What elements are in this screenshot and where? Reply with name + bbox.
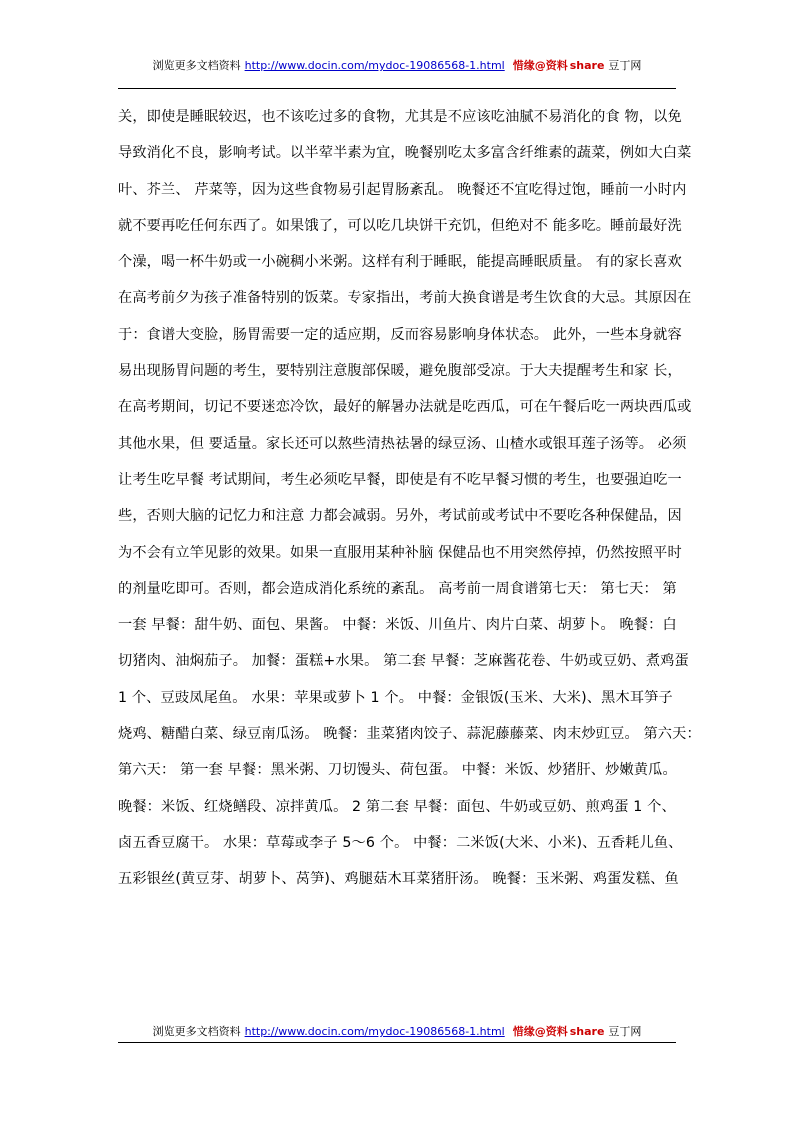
header-suffix: 豆丁网 [608,59,642,72]
footer-suffix: 豆丁网 [608,1025,642,1038]
text-line: 晚餐：米饭、红烧鳝段、凉拌黄瓜。 2 第二套 早餐：面包、牛奶或豆奶、煎鸡蛋 1 个、 [118,798,676,815]
text-line: 其他水果，但 要适量。家长还可以熬些清热祛暑的绿豆汤、山楂水或银耳莲子汤等。 必须 [118,435,687,452]
text-line: 些，否则大脑的记忆力和注意 力都会减弱。另外，考试前或考试中不要吃各种保健品，因 [118,508,682,525]
text-line: 叶、芥兰、 芹菜等，因为这些食物易引起胃肠紊乱。 晚餐还不宜吃得过饱，睡前一小时内 [118,181,687,198]
text-line: 个澡，喝一杯牛奶或一小碗稠小米粥。这样有利于睡眠，能提高睡眠质量。 有的家长喜欢 [118,254,682,271]
text-line: 卤五香豆腐干。 水果：草莓或李子 5～6 个。 中餐：二米饭(大米、小米)、五香耗儿鱼、 [118,834,683,851]
header-banner [0,59,794,73]
text-line: 五彩银丝(黄豆芽、胡萝卜、莴笋)、鸡腿菇木耳菜猪肝汤。 晚餐：玉米粥、鸡蛋发糕、鱼 [118,871,679,888]
header-prefix: 浏览更多文档资料 [152,59,241,72]
footer-link[interactable]: http://www.docin.com/mydoc-19086568-1.html [244,1025,505,1038]
footer-prefix: 浏览更多文档资料 [152,1025,241,1038]
text-line: 在高考前夕为孩子准备特别的饭菜。专家指出，考前大换食谱是考生饮食的大忌。其原因在 [118,290,692,307]
footer-banner [0,1025,794,1039]
text-line: 1 个、豆豉凤尾鱼。 水果：苹果或萝卜 1 个。 中餐：金银饭(玉米、大米)、黑木耳笋子 [118,689,673,706]
header-rule [118,88,676,89]
text-line: 易出现肠胃问题的考生，要特别注意腹部保暖，避免腹部受凉。于大夫提醒考生和家 长， [118,363,682,380]
header-link[interactable]: http://www.docin.com/mydoc-19086568-1.html [244,59,505,72]
document-body [118,105,701,904]
text-line: 导致消化不良，影响考试。以半荤半素为宜，晚餐别吃太多富含纤维素的蔬菜，例如大白菜 [118,145,692,162]
text-line: 为不会有立竿见影的效果。如果一直服用某种补脑 保健品也不用突然停掉，仍然按照平时 [118,544,682,561]
text-line: 于：食谱大变脸，肠胃需要一定的适应期，反而容易影响身体状态。 此外，一些本身就容 [118,326,682,343]
footer-brand-share: share [569,1025,605,1038]
text-line: 第六天： 第一套 早餐：黑米粥、刀切馒头、荷包蛋。 中餐：米饭、炒猪肝、炒嫩黄瓜。 [118,762,677,779]
text-line: 关，即使是睡眠较迟，也不该吃过多的食物，尤其是不应该吃油腻不易消化的食 物，以免 [118,109,682,125]
text-line: 切猪肉、油焖茄子。 加餐：蛋糕+水果。 第二套 早餐：芝麻酱花卷、牛奶或豆奶、煮鸡蛋 [118,653,689,670]
text-line: 一套 早餐：甜牛奶、面包、果酱。 中餐：米饭、川鱼片、肉片白菜、胡萝卜。 晚餐：白 [118,617,677,634]
header-brand: 惜缘@资料 [512,59,568,72]
text-line: 烧鸡、糖醋白菜、绿豆南瓜汤。 晚餐：韭菜猪肉饺子、蒜泥藤藤菜、肉末炒豇豆。 第六天： [118,726,701,743]
header-brand-share: share [569,59,605,72]
text-line: 就不要再吃任何东西了。如果饿了，可以吃几块饼干充饥，但绝对不 能多吃。睡前最好洗 [118,217,682,234]
footer-brand: 惜缘@资料 [512,1025,568,1038]
text-line: 的剂量吃即可。否则，都会造成消化系统的紊乱。 高考前一周食谱第七天： 第七天： 第 [118,580,677,597]
text-line: 让考生吃早餐 考试期间，考生必须吃早餐，即使是有不吃早餐习惯的考生，也要强迫吃一 [118,471,682,488]
text-line: 在高考期间，切记不要迷恋冷饮，最好的解暑办法就是吃西瓜，可在午餐后吃一两块西瓜或 [118,399,692,416]
footer-rule [118,1042,676,1043]
